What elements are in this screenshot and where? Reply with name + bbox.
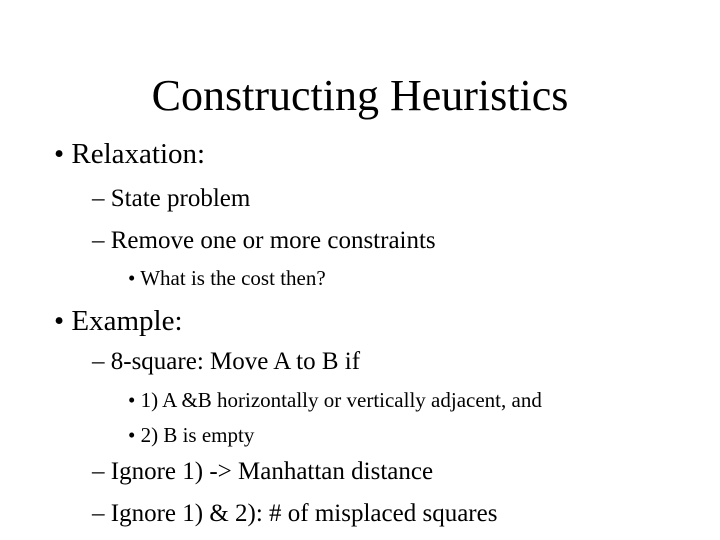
bullet-example: • Example: <box>54 305 183 337</box>
sub-bullet: – 8-square: Move A to B if <box>92 348 361 375</box>
sub-bullet: – Ignore 1) -> Manhattan distance <box>92 458 434 485</box>
slide-title: Constructing Heuristics <box>151 71 569 120</box>
bullet-relaxation: • Relaxation: <box>54 138 206 170</box>
sub-bullet: – State problem <box>92 185 251 212</box>
sub-bullet: – Remove one or more constraints <box>92 227 436 254</box>
sub-bullet: – Ignore 1) & 2): # of misplaced squares <box>92 500 498 527</box>
sub-sub-bullet: • 2) B is empty <box>128 423 255 447</box>
sub-sub-bullet: • What is the cost then? <box>128 266 326 290</box>
sub-sub-bullet: • 1) A &B horizontally or vertically adjacent, and <box>128 388 542 412</box>
